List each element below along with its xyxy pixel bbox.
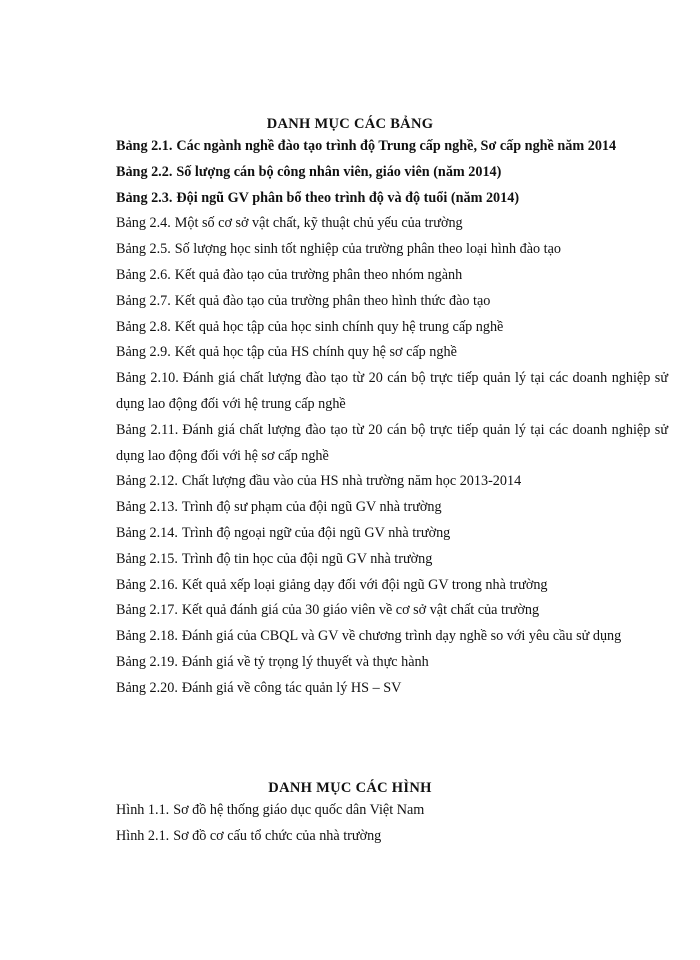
figure-list-entry — [116, 824, 668, 850]
table-list-entry — [116, 315, 668, 341]
table-list-entry-label: Bảng 2.4. — [116, 215, 171, 232]
table-list-entry-title: Kết quả đào tạo của trường phân theo hình thức đào tạo — [174, 292, 491, 309]
table-list-entry-title: Đánh giá chất lượng đào tạo từ 20 cán bộ trực tiếp quản lý tại các doanh nghiệp sử dụng lao động đối với hệ trung cấp nghề — [116, 370, 669, 412]
table-list-entry-label: Bảng 2.2. — [116, 163, 173, 180]
table-list-entry-title: Đánh giá của CBQL và GV về chương trình dạy nghề so với yêu cầu sử dụng — [181, 628, 622, 645]
table-list-entry-title: Trình độ sư phạm của đội ngũ GV nhà trường — [181, 499, 442, 516]
figure-list-entry-title: Sơ đồ hệ thống giáo dục quốc dân Việt Nam — [173, 802, 425, 818]
table-list-entry — [116, 263, 668, 289]
table-list-entry-label: Bảng 2.12. — [116, 473, 178, 490]
table-list-entry-label: Bảng 2.13. — [116, 499, 178, 516]
table-list-entry-label: Bảng 2.17. — [116, 602, 178, 619]
table-list-entry-title: Đánh giá về công tác quản lý HS – SV — [181, 679, 402, 696]
table-list-entry-title: Đánh giá về tỷ trọng lý thuyết và thực hành — [181, 653, 429, 670]
table-list-entry-title: Kết quả học tập của học sinh chính quy hệ trung cấp nghề — [174, 318, 504, 335]
table-list-entry-label: Bảng 2.20. — [116, 679, 178, 696]
table-list-entry-title: Chất lượng đầu vào của HS nhà trường năm học 2013-2014 — [181, 473, 522, 490]
table-list-entry — [116, 366, 668, 418]
table-list-entry-title: Trình độ ngoại ngữ của đội ngũ GV nhà trường — [181, 524, 451, 541]
table-list-entry-title: Đội ngũ GV phân bổ theo trình độ và độ tuổi (năm 2014) — [176, 189, 520, 206]
figures-list — [116, 798, 668, 850]
figures-section-heading: DANH MỤC CÁC HÌNH — [268, 780, 432, 796]
table-list-entry — [116, 650, 668, 676]
tables-list — [116, 134, 668, 702]
tables-section-heading: DANH MỤC CÁC BẢNG — [266, 116, 434, 132]
table-list-entry-label: Bảng 2.1. — [116, 138, 173, 154]
table-list-entry-label: Bảng 2.11. — [116, 421, 179, 438]
table-list-entry-title: Số lượng cán bộ công nhân viên, giáo viên (năm 2014) — [176, 163, 502, 180]
table-list-entry-title: Trình độ tin học của đội ngũ GV nhà trường — [181, 550, 433, 567]
table-list-entry-label: Bảng 2.19. — [116, 653, 178, 670]
figure-list-entry-label: Hình 1.1. — [116, 802, 170, 818]
table-list-entry — [116, 186, 668, 212]
table-list-entry-title: Đánh giá chất lượng đào tạo từ 20 cán bộ trực tiếp quản lý tại các doanh nghiệp sử dụng lao động đối với hệ sơ cấp nghề — [116, 421, 669, 464]
table-list-entry — [116, 134, 668, 160]
table-list-entry — [116, 676, 668, 702]
table-list-entry — [116, 495, 668, 521]
table-list-entry — [116, 237, 668, 263]
table-list-entry-title: Kết quả đánh giá của 30 giáo viên về cơ sở vật chất của trường — [181, 602, 540, 619]
table-list-entry — [116, 418, 668, 470]
table-list-entry-label: Bảng 2.10. — [116, 370, 179, 387]
table-list-entry-label: Bảng 2.6. — [116, 266, 171, 283]
table-list-entry-label: Bảng 2.5. — [116, 241, 171, 258]
table-list-entry — [116, 573, 668, 599]
table-list-entry-title: Kết quả đào tạo của trường phân theo nhóm ngành — [174, 266, 463, 283]
table-list-entry — [116, 289, 668, 315]
table-list-entry — [116, 469, 668, 495]
table-list-entry-label: Bảng 2.14. — [116, 524, 178, 541]
table-list-entry — [116, 160, 668, 186]
figure-list-entry — [116, 798, 668, 824]
table-list-entry-title: Kết quả xếp loại giảng dạy đối với đội ngũ GV trong nhà trường — [181, 576, 548, 593]
table-list-entry — [116, 624, 668, 650]
table-list-entry-title: Số lượng học sinh tốt nghiệp của trường phân theo loại hình đào tạo — [174, 241, 561, 258]
table-list-entry-title: Kết quả học tập của HS chính quy hệ sơ cấp nghề — [174, 344, 457, 361]
table-list-entry — [116, 521, 668, 547]
figure-list-entry-title: Sơ đồ cơ cấu tổ chức của nhà trường — [173, 827, 382, 844]
table-list-entry-label: Bảng 2.8. — [116, 318, 171, 335]
table-list-entry — [116, 598, 668, 624]
table-list-entry-label: Bảng 2.7. — [116, 292, 171, 309]
table-list-entry — [116, 211, 668, 237]
table-list-entry — [116, 340, 668, 366]
table-list-entry-title: Một số cơ sở vật chất, kỹ thuật chủ yếu của trường — [174, 215, 463, 232]
table-list-entry-label: Bảng 2.3. — [116, 189, 173, 206]
table-list-entry-label: Bảng 2.16. — [116, 576, 178, 593]
table-list-entry — [116, 547, 668, 573]
figure-list-entry-label: Hình 2.1. — [116, 827, 170, 844]
table-list-entry-label: Bảng 2.18. — [116, 628, 178, 645]
table-list-entry-title: Các ngành nghề đào tạo trình độ Trung cấp nghề, Sơ cấp nghề năm 2014 — [176, 138, 617, 154]
table-list-entry-label: Bảng 2.9. — [116, 344, 171, 361]
table-list-entry-label: Bảng 2.15. — [116, 550, 178, 567]
